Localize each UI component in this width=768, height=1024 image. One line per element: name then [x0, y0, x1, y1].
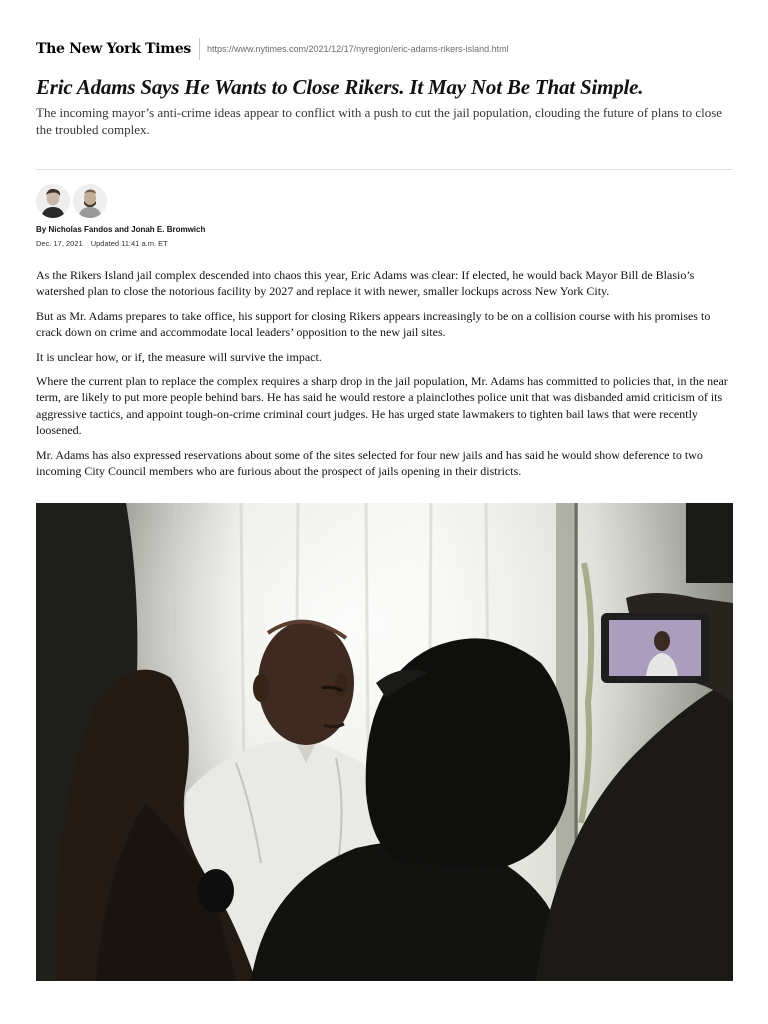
- paragraph: But as Mr. Adams prepares to take office, his support for closing Rikers appears increasingly to be on a collision course with his promises to crack down on crime and accommodate local leaders’ opposition to the new jail sites.: [36, 308, 711, 340]
- paragraph: Where the current plan to replace the complex requires a sharp drop in the jail population, Mr. Adams has committed to policies that, in the near term, are likely to put more people behind bars. He has said he would restore a plainclothes police unit that was disbanded amid criticism of its aggressive tactics, and appoint tough-on-crime criminal court judges. He has urged state lawmakers to tighten bail laws that were recently loosened.: [36, 374, 728, 438]
- dateline: [36, 239, 168, 248]
- paragraph: Mr. Adams has also expressed reservations about some of the sites selected for four new jails and has said he would show deference to two incoming City Council members who are furious about the prospect of jails opening in their districts.: [36, 447, 703, 479]
- updated-time: Updated 11:41 a.m. ET: [90, 239, 168, 248]
- article-headline: Eric Adams Says He Wants to Close Rikers. It May Not Be That Simple.: [36, 75, 644, 99]
- header-divider: [36, 169, 733, 170]
- author-avatar-fandos[interactable]: [36, 184, 70, 218]
- article-body: [36, 267, 736, 487]
- author-avatar-bromwich[interactable]: [73, 184, 107, 218]
- paragraph: As the Rikers Island jail complex descended into chaos this year, Eric Adams was clear: If elected, he would back Mayor Bill de Blasio’s watershed plan to close the notorious facility by 2027 and replace it with newer, smaller lockups across New York City.: [36, 268, 695, 299]
- article-url[interactable]: https://www.nytimes.com/2021/12/17/nyregion/eric-adams-rikers-island.html: [207, 44, 509, 54]
- lead-photo[interactable]: [36, 503, 733, 981]
- nyt-logo[interactable]: The New York Times: [36, 41, 192, 57]
- masthead-divider: [199, 38, 200, 60]
- paragraph: It is unclear how, or if, the measure will survive the impact.: [36, 349, 322, 364]
- article-summary: The incoming mayor’s anti-crime ideas appear to conflict with a push to cut the jail population, clouding the future of plans to close the troubled complex.: [36, 105, 723, 137]
- publish-date: Dec. 17, 2021: [36, 239, 83, 248]
- masthead: [36, 38, 509, 60]
- byline: By Nicholas Fandos and Jonah E. Bromwich: [36, 225, 206, 234]
